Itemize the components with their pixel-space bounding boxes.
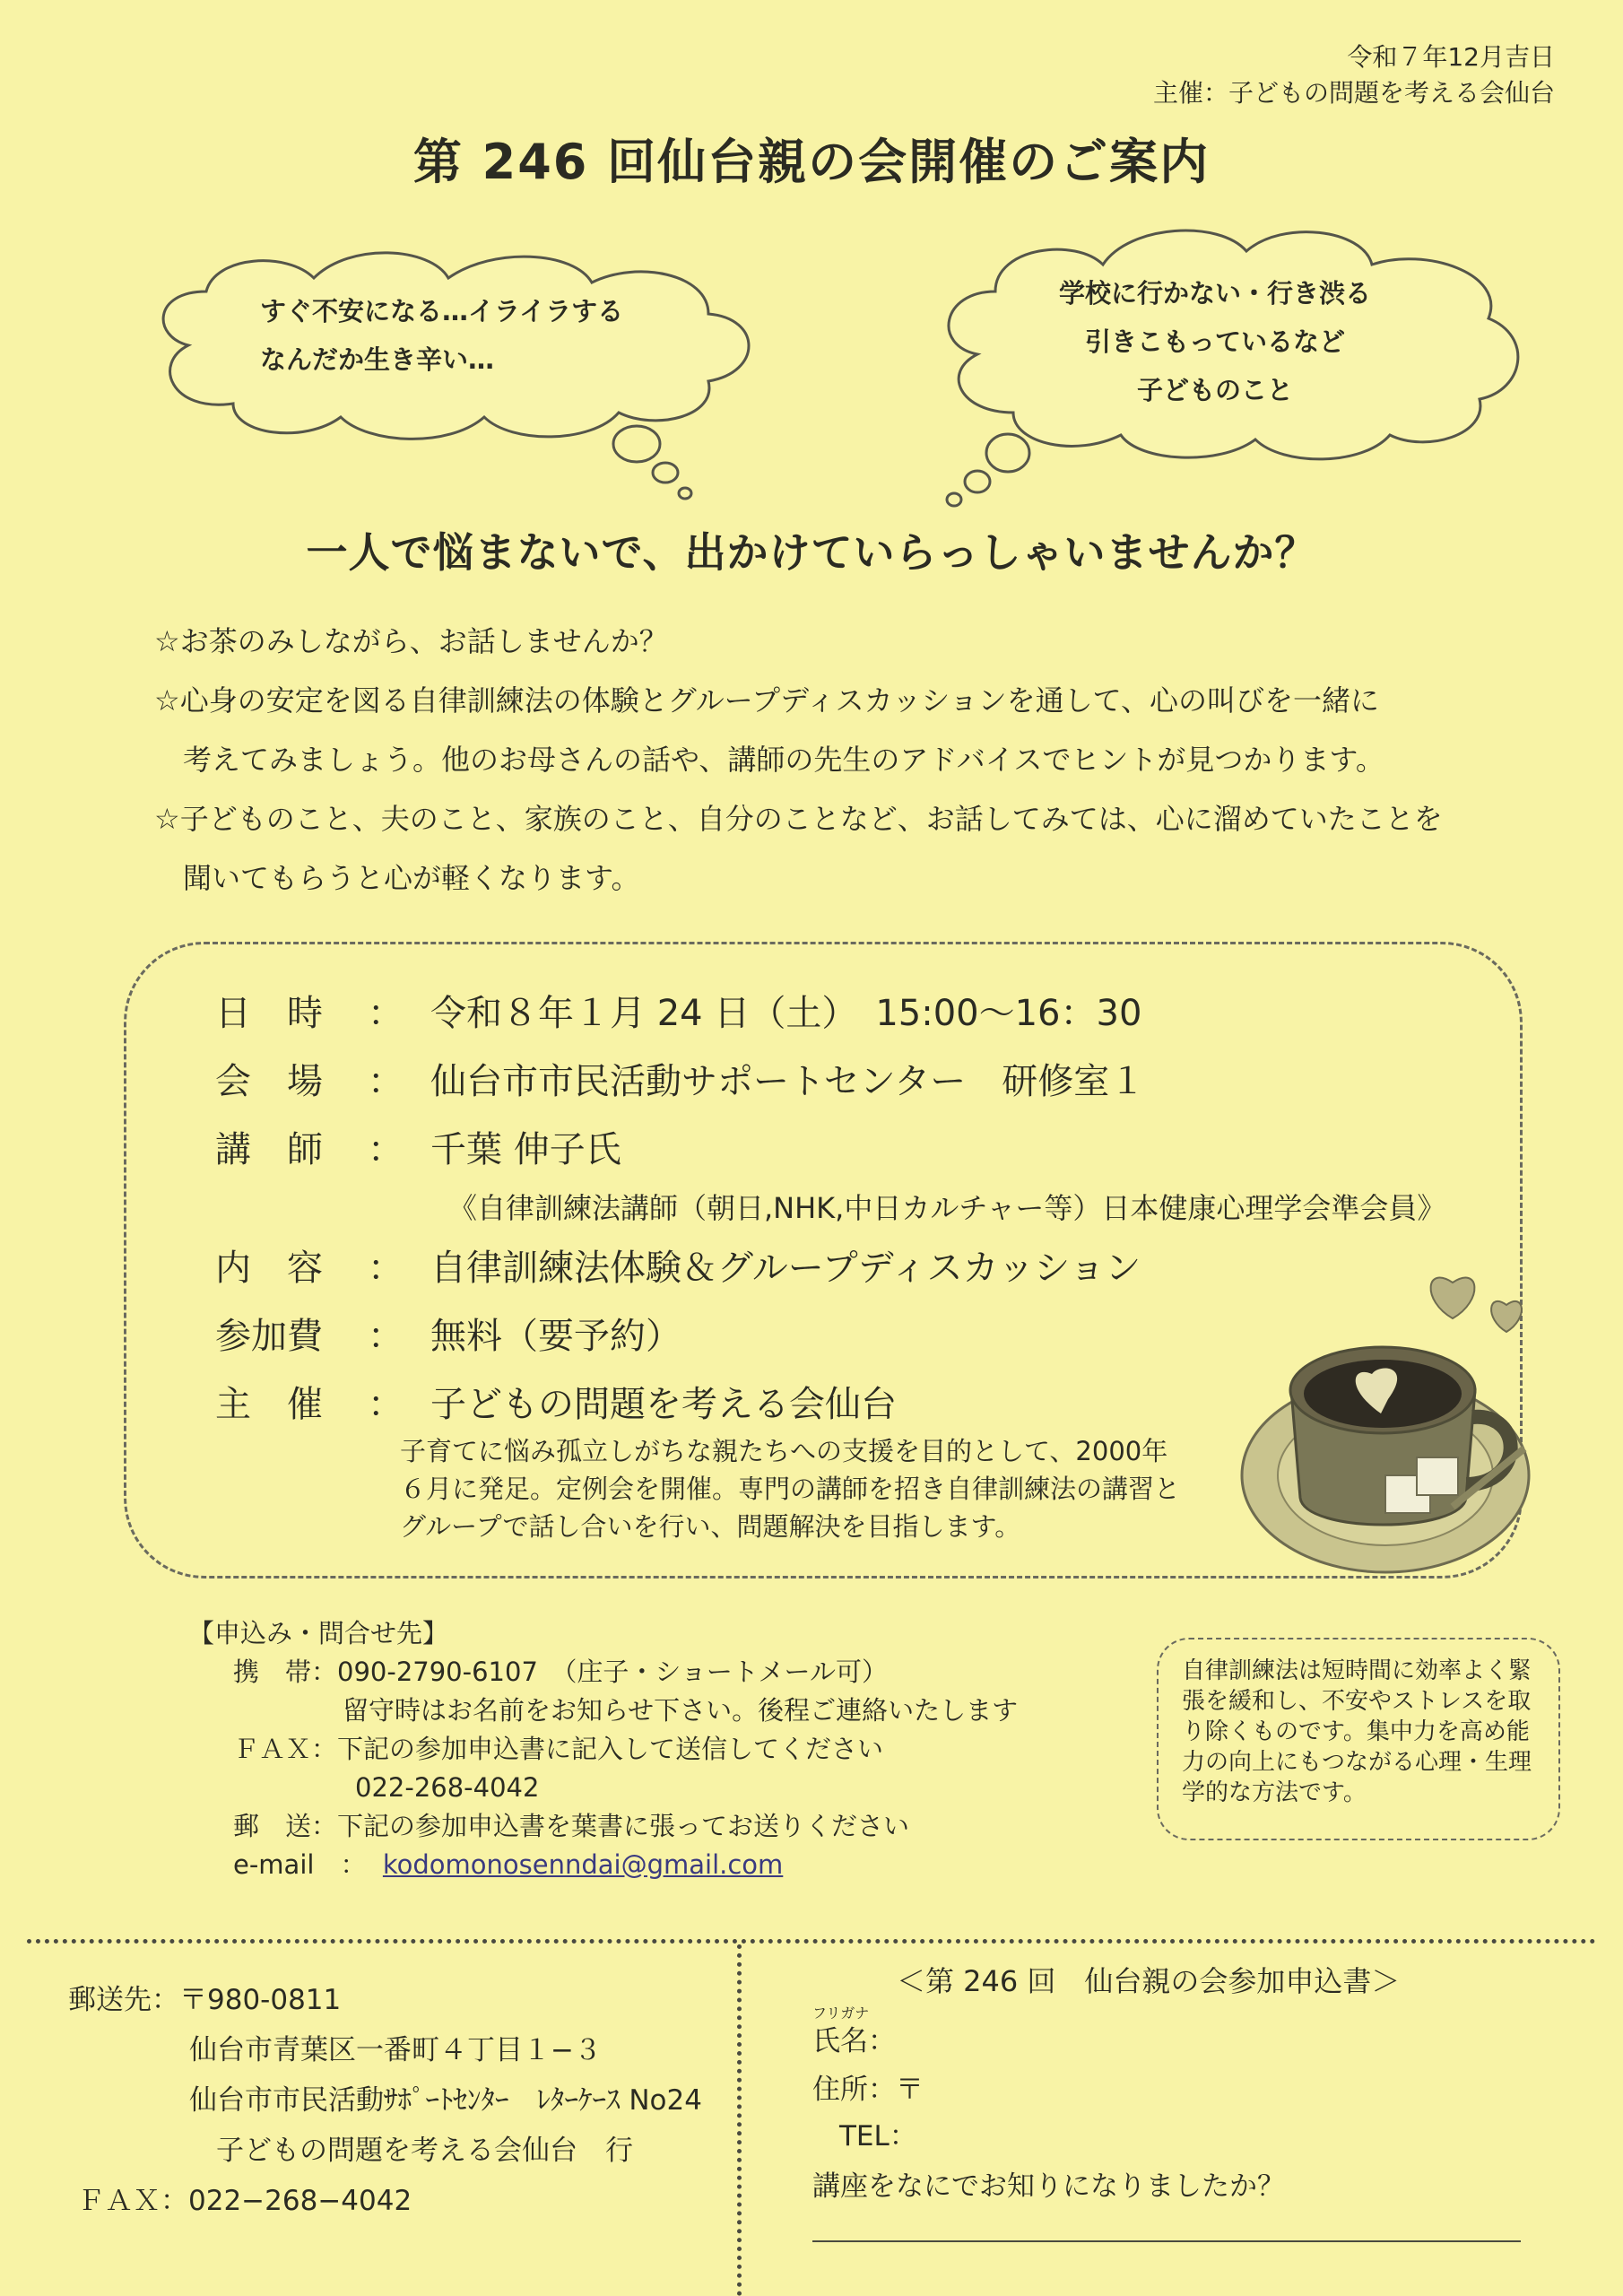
email-link[interactable]: kodomonosenndai@gmail.com [382, 1849, 784, 1880]
mailing-line: ＦＡＸ：022−268−4042 [77, 2185, 412, 2217]
vertical-cut-line [737, 1944, 742, 2296]
detail-value: 仙台市市民活動サポートセンター 研修室１ [430, 1061, 1146, 1102]
detail-fee [215, 1313, 681, 1360]
fax-number: 022-268-4042 [355, 1772, 540, 1803]
mobile-number[interactable]: 090-2790-6107 （庄子・ショートメール可） [337, 1657, 888, 1687]
detail-value: 令和８年１月 24 日（土） 15:00～16：30 [430, 993, 1142, 1034]
detail-label: 会 場 [215, 1061, 323, 1102]
detail-colon: ： [368, 1384, 404, 1425]
detail-lecturer [215, 1126, 621, 1173]
contact-heading: 【申込み・問合せ先】 [188, 1618, 449, 1648]
mobile-label: 携 帯： [233, 1657, 338, 1687]
mailing-line: 仙台市市民活動ｻﾎﾟｰﾄｾﾝﾀｰ ﾚﾀｰｹｰｽ No24 [189, 2084, 702, 2117]
cloud-right-line3: 子どものこと [1136, 375, 1293, 405]
detail-value: 自律訓練法体験＆グループディスカッション [430, 1248, 1141, 1289]
detail-datetime [215, 990, 1141, 1037]
intro-paragraphs [154, 612, 1499, 908]
mailing-line: 郵送先：〒980-0811 [68, 1984, 342, 2016]
cloud-right-text [1045, 269, 1385, 414]
intro-line: ☆子どものこと、夫のこと、家族のこと、自分のことなど、お話してみては、心に溜めていたことを [154, 802, 1443, 836]
furigana-label: フリガナ [812, 2005, 870, 2022]
detail-venue [215, 1058, 1145, 1105]
detail-label: 講 師 [215, 1129, 323, 1170]
mobile-note: 留守時はお名前をお知らせ下さい。後程ご連絡いたします [343, 1695, 1019, 1726]
cloud-left-line1: すぐ不安になる…イライラする [260, 296, 624, 326]
source-question: 講座をなにでお知りになりましたか？ [812, 2170, 1285, 2203]
detail-colon: ： [368, 1316, 404, 1357]
detail-colon: ： [368, 993, 404, 1034]
intro-line: ☆お茶のみしながら、お話しませんか？ [154, 624, 668, 658]
cloud-left-text [260, 287, 623, 384]
detail-value: 無料（要予約） [430, 1316, 681, 1357]
cloud-right-line2: 引きこもっているなど [1084, 326, 1345, 357]
contact-section [188, 1614, 1018, 1884]
detail-colon: ： [368, 1248, 404, 1289]
fax-label: ＦＡＸ： [233, 1734, 338, 1764]
organizer-line: 主催：子どもの問題を考える会仙台 [1152, 78, 1555, 108]
post-note: 下記の参加申込書を葉書に張ってお送りください [337, 1811, 910, 1841]
cut-line [27, 1939, 1596, 1944]
detail-value: 千葉 伸子氏 [430, 1129, 621, 1170]
headline: 一人で悩まないで、出かけていらっしゃいませんか？ [306, 528, 1317, 577]
coffee-cup-illustration [1237, 1256, 1569, 1596]
lecturer-credentials: 《自律訓練法講師（朝日,NHK,中日カルチャー等）日本健康心理学会準会員》 [448, 1191, 1446, 1225]
detail-host [215, 1381, 897, 1428]
mailing-address [68, 1975, 702, 2226]
tel-field[interactable]: TEL： [839, 2120, 917, 2152]
autogenic-note: 自律訓練法は短時間に効率よく緊張を緩和し、不安やストレスを取り除くものです。集中力を高め能力の向上にもつながる心理・生理学的な方法です。 [1157, 1638, 1560, 1840]
intro-line: 聞いてもらうと心が軽くなります。 [183, 861, 640, 895]
host-description: 子育てに悩み孤立しがちな親たちへの支援を目的として、2000年６月に発足。定例会を開催。専門の講師を招き自律訓練法の講習とグループで話し合いを行い、問題解決を目指します。 [400, 1436, 1181, 1542]
detail-content [215, 1245, 1141, 1292]
detail-label: 参加費 [215, 1316, 323, 1357]
mailing-line: 仙台市青葉区一番町４丁目１−３ [189, 2034, 602, 2066]
email-label: e-mail ： [233, 1849, 367, 1880]
detail-label: 内 容 [215, 1248, 323, 1289]
intro-line: 考えてみましょう。他のお母さんの話や、講師の先生のアドバイスでヒントが見つかります。 [183, 743, 1384, 777]
cloud-right-line1: 学校に行かない・行き渋る [1058, 278, 1371, 309]
detail-colon: ： [368, 1061, 404, 1102]
cloud-left-line2: なんだか生き辛い… [260, 344, 495, 375]
mailing-line: 子どもの問題を考える会仙台 行 [216, 2135, 633, 2167]
address-field[interactable]: 住所：〒 [812, 2074, 924, 2106]
post-label: 郵 送： [233, 1811, 338, 1841]
intro-line: ☆心身の安定を図る自律訓練法の体験とグループディスカッションを通して、心の叫びを一緒に [154, 683, 1379, 718]
detail-label: 主 催 [215, 1384, 323, 1425]
answer-line[interactable] [812, 2240, 1521, 2242]
detail-label: 日 時 [215, 993, 323, 1034]
detail-value: 子どもの問題を考える会仙台 [430, 1384, 897, 1425]
issue-date: 令和７年12月吉日 [1347, 42, 1555, 72]
fax-note: 下記の参加申込書に記入して送信してください [337, 1734, 884, 1764]
form-title: ＜第 246 回 仙台親の会参加申込書＞ [897, 1964, 1401, 1998]
page-title: 第 246 回仙台親の会開催のご案内 [412, 134, 1211, 190]
detail-colon: ： [368, 1129, 404, 1170]
name-field[interactable]: 氏名： [812, 2025, 896, 2057]
